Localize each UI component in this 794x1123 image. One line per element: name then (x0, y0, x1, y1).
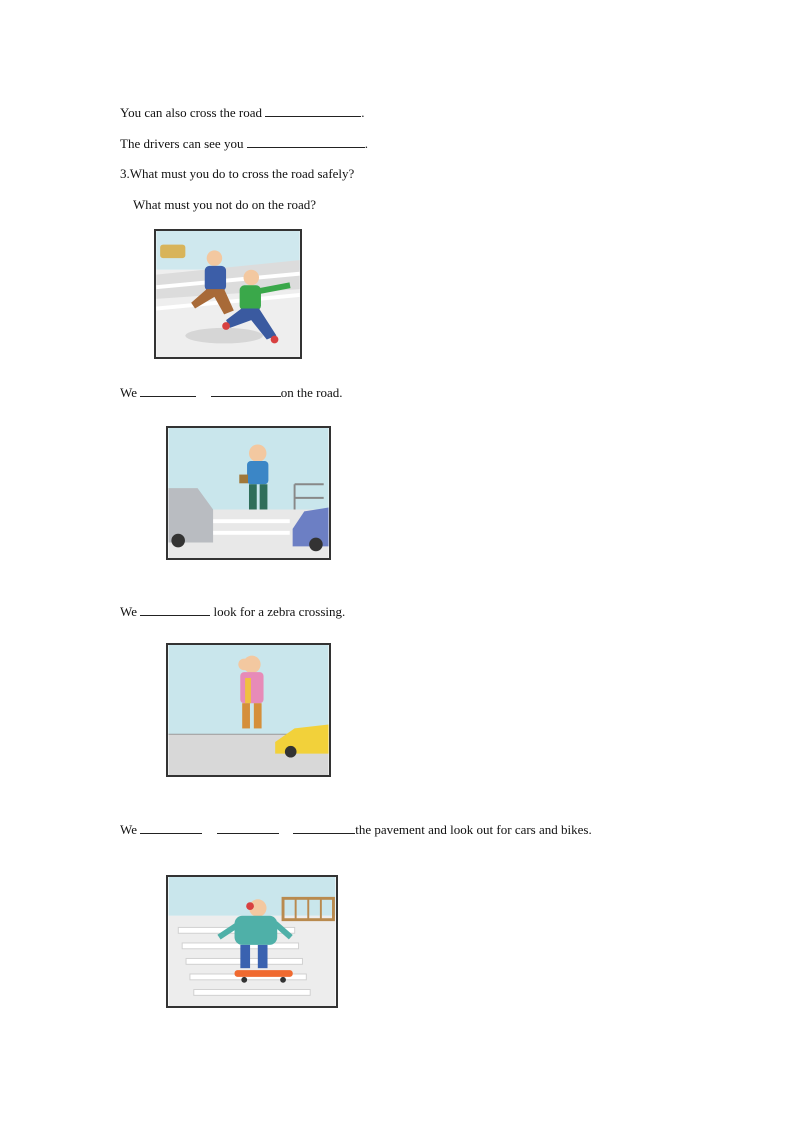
picture-boy-between-cars (166, 426, 331, 560)
sentence-text: You can also cross the road (120, 105, 263, 120)
answer-blank-2[interactable] (217, 821, 279, 834)
sentence-drivers-see (120, 135, 368, 152)
boys-running-illustration (156, 231, 300, 357)
sentence-punct: . (361, 105, 365, 120)
girl-looking-illustration (168, 645, 329, 775)
sentence-text: We (120, 385, 137, 400)
answer-blank-1[interactable] (140, 384, 196, 397)
sentence-text: on the road. (280, 385, 343, 400)
sentence-text: We (120, 604, 137, 619)
sentence-text: look for a zebra crossing. (213, 604, 346, 619)
sentence-zebra-crossing (120, 603, 345, 620)
answer-blank[interactable] (247, 135, 365, 148)
answer-blank[interactable] (140, 603, 210, 616)
sentence-we-on-road (120, 384, 342, 401)
sentence-pavement (120, 821, 592, 838)
skateboarder-illustration (168, 877, 336, 1006)
answer-blank[interactable] (265, 104, 361, 117)
picture-skateboarder (166, 875, 338, 1008)
sentence-text: The drivers can see you (120, 136, 244, 151)
picture-boys-running (154, 229, 302, 359)
question-3b: What must you not do on the road? (133, 197, 317, 212)
boy-between-cars-illustration (168, 428, 329, 558)
sentence-text: the pavement and look out for cars and bikes. (355, 822, 592, 837)
picture-girl-looking (166, 643, 331, 777)
answer-blank-1[interactable] (140, 821, 202, 834)
answer-blank-2[interactable] (211, 384, 281, 397)
sentence-punct: . (364, 136, 368, 151)
question-3: 3.What must you do to cross the road safely? (120, 166, 355, 181)
sentence-cross-road (120, 104, 365, 121)
sentence-text: We (120, 822, 137, 837)
answer-blank-3[interactable] (293, 821, 355, 834)
